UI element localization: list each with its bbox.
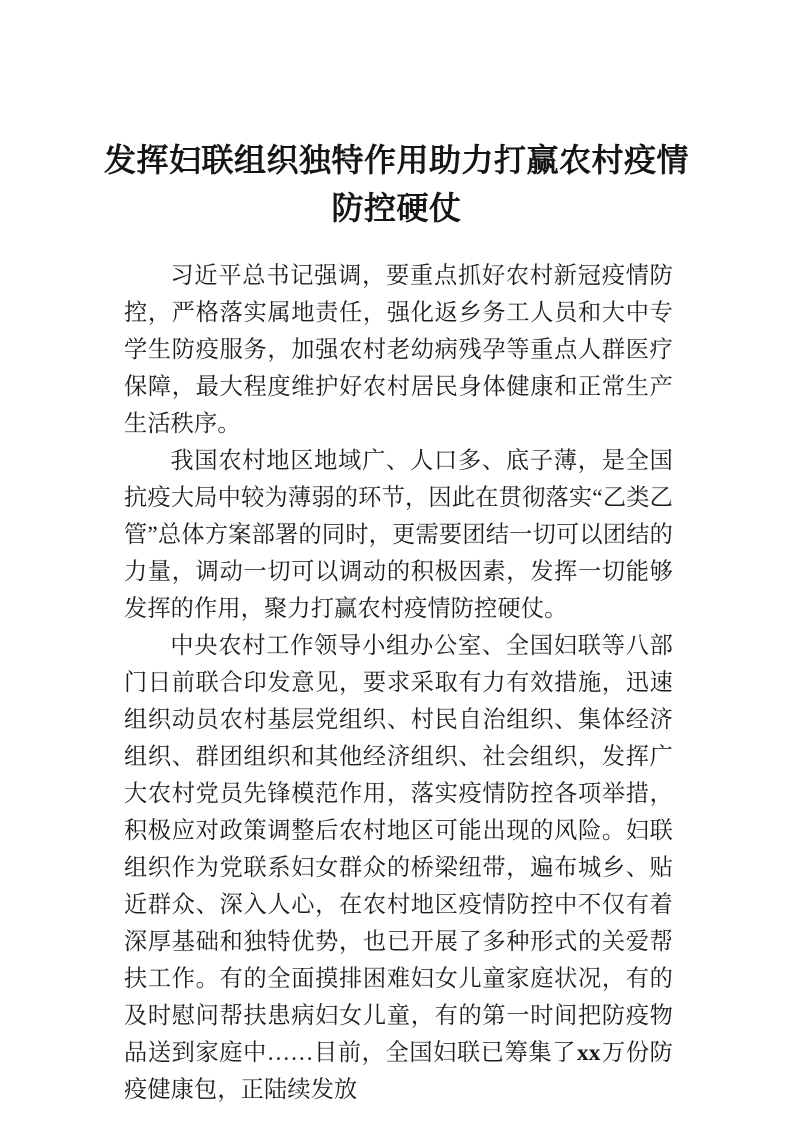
- body-paragraph-2: 我国农村地区地域广、人口多、底子薄，是全国抗疫大局中较为薄弱的环节，因此在贯彻落实“乙类乙管”总体方案部署的同时，更需要团结一切可以团结的力量，调动一切可以调动的积极因素，发挥一切能够发挥的作用，聚力打赢农村疫情防控硬仗。: [124, 448, 673, 622]
- page-title-line-2: 防控硬仗: [331, 190, 462, 226]
- document-body: [124, 258, 673, 1109]
- paragraph-3-placeholder-value: xx: [577, 1040, 601, 1066]
- paragraph-3-text-before-placeholder: 中央农村工作领导小组办公室、全国妇联等八部门日前联合印发意见，要求采取有力有效措施，迅速组织动员农村基层党组织、村民自治组织、集体经济组织、群团组织和其他经济组织、社会组织，发挥广大农村党员先锋模范作用，落实疫情防控各项举措，积极应对政策调整后农村地区可能出现的风险。妇联组织作为党联系妇女群众的桥梁纽带，遍布城乡、贴近群众、深入人心，在农村地区疫情防控中不仅有着深厚基础和独特优势，也已开展了多种形式的关爱帮扶工作。有的全面摸排困难妇女儿童家庭状况，有的及时慰问帮扶患病妇女儿童，有的第一时间把防疫物品送到家庭中……目前，全国妇联已筹集了: [124, 633, 673, 1066]
- page-title: [104, 136, 689, 232]
- body-paragraph-1: 习近平总书记强调，要重点抓好农村新冠疫情防控，严格落实属地责任，强化返乡务工人员和大中专学生防疫服务，加强农村老幼病残孕等重点人群医疗保障，最大程度维护好农村居民身体健康和正常生产生活秩序。: [124, 263, 673, 437]
- page-title-line-1: 发挥妇联组织独特作用助力打赢农村疫情: [104, 142, 690, 178]
- paragraph-3-text-after-placeholder: 万份防疫健康包，正陆续发放: [124, 1040, 673, 1103]
- body-paragraph-3: [124, 628, 673, 1109]
